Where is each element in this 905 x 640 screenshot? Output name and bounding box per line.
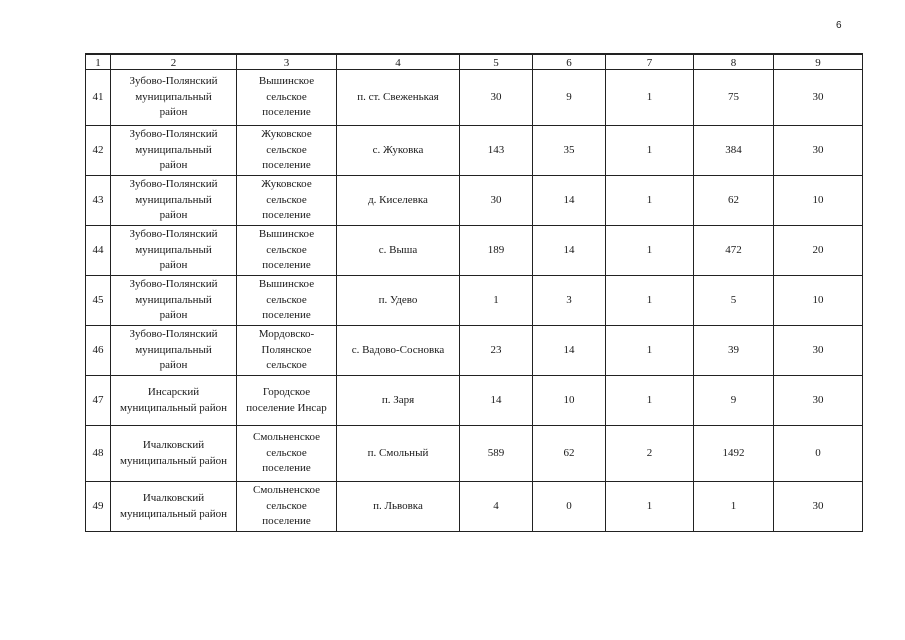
- settlement-cell-line: поселение: [262, 462, 311, 475]
- value-cell-5: 30: [460, 176, 533, 226]
- district-cell-line: Зубово-Полянский: [129, 328, 218, 341]
- settlement-cell-line: сельское: [266, 359, 307, 372]
- district-cell-line: Зубово-Полянский: [129, 228, 218, 241]
- value-cell-6: 0: [533, 482, 606, 532]
- district-cell-line: Зубово-Полянский: [129, 75, 218, 88]
- settlement-cell: [237, 376, 337, 426]
- settlement-cell-line: Вышинское: [258, 75, 315, 88]
- settlement-cell-line: поселение: [262, 309, 311, 322]
- value-cell-7: 1: [606, 176, 694, 226]
- settlement-cell: [237, 326, 337, 376]
- settlement-cell-line: сельское: [266, 499, 307, 512]
- district-cell: [111, 326, 237, 376]
- row-number-cell: 45: [86, 276, 111, 326]
- value-cell-7: 1: [606, 70, 694, 126]
- value-cell-5: 143: [460, 126, 533, 176]
- district-cell-line: муниципальный: [135, 343, 212, 356]
- settlement-cell-line: сельское: [266, 143, 307, 156]
- row-number-cell: 44: [86, 226, 111, 276]
- column-header-8: 8: [694, 54, 774, 70]
- district-cell: [111, 126, 237, 176]
- value-cell-9: 30: [774, 126, 863, 176]
- locality-cell: с. Жуковка: [337, 126, 460, 176]
- value-cell-6: 14: [533, 326, 606, 376]
- value-cell-7: 1: [606, 276, 694, 326]
- column-header-7: 7: [606, 54, 694, 70]
- value-cell-7: 1: [606, 226, 694, 276]
- value-cell-9: 30: [774, 70, 863, 126]
- value-cell-5: 589: [460, 426, 533, 482]
- value-cell-6: 14: [533, 226, 606, 276]
- settlement-cell: [237, 276, 337, 326]
- value-cell-6: 10: [533, 376, 606, 426]
- locality-cell: п. Смольный: [337, 426, 460, 482]
- district-cell-line: муниципальный: [135, 293, 212, 306]
- settlement-cell-line: сельское: [266, 243, 307, 256]
- value-cell-6: 35: [533, 126, 606, 176]
- district-cell-line: муниципальный район: [120, 507, 227, 520]
- value-cell-6: 14: [533, 176, 606, 226]
- district-cell-line: Зубово-Полянский: [129, 128, 218, 141]
- settlement-cell-line: поселение: [262, 159, 311, 172]
- row-number-cell: 41: [86, 70, 111, 126]
- value-cell-9: 30: [774, 326, 863, 376]
- page-number: 6: [836, 20, 842, 31]
- value-cell-8: 62: [694, 176, 774, 226]
- settlement-cell-line: поселение: [262, 259, 311, 272]
- value-cell-5: 189: [460, 226, 533, 276]
- value-cell-7: 1: [606, 326, 694, 376]
- column-header-1: 1: [86, 54, 111, 70]
- value-cell-8: 9: [694, 376, 774, 426]
- value-cell-7: 1: [606, 482, 694, 532]
- row-number-cell: 48: [86, 426, 111, 482]
- district-cell-line: район: [159, 159, 188, 172]
- value-cell-7: 1: [606, 376, 694, 426]
- table-row: [86, 326, 863, 376]
- district-cell-line: муниципальный: [135, 193, 212, 206]
- locality-cell: с. Вадово-Сосновка: [337, 326, 460, 376]
- district-cell-line: Инсарский: [147, 386, 200, 398]
- district-cell: [111, 226, 237, 276]
- district-cell-line: район: [159, 259, 188, 272]
- district-cell-line: район: [159, 309, 188, 322]
- settlement-cell-line: поселение: [262, 209, 311, 222]
- value-cell-6: 62: [533, 426, 606, 482]
- settlement-cell-line: Полянское: [261, 343, 312, 356]
- value-cell-6: 3: [533, 276, 606, 326]
- row-number-cell: 43: [86, 176, 111, 226]
- settlement-cell-line: Городское: [262, 386, 311, 398]
- district-cell-line: муниципальный: [135, 143, 212, 156]
- settlement-cell-line: поселение: [262, 515, 311, 528]
- value-cell-6: 9: [533, 70, 606, 126]
- district-cell: [111, 482, 237, 532]
- district-cell: [111, 176, 237, 226]
- header-row: [86, 54, 863, 70]
- settlement-cell-line: поселение Инсар: [246, 401, 327, 414]
- column-header-6: 6: [533, 54, 606, 70]
- settlement-cell: [237, 126, 337, 176]
- settlement-cell: [237, 426, 337, 482]
- district-cell: [111, 276, 237, 326]
- locality-cell: п. Заря: [337, 376, 460, 426]
- column-header-4: 4: [337, 54, 460, 70]
- value-cell-5: 14: [460, 376, 533, 426]
- settlement-cell-line: сельское: [266, 90, 307, 103]
- settlement-cell-line: Мордовско-: [258, 328, 315, 341]
- value-cell-5: 23: [460, 326, 533, 376]
- table-body: [86, 70, 863, 532]
- district-cell-line: муниципальный: [135, 243, 212, 256]
- value-cell-9: 0: [774, 426, 863, 482]
- column-header-5: 5: [460, 54, 533, 70]
- locality-cell: п. Львовка: [337, 482, 460, 532]
- row-number-cell: 46: [86, 326, 111, 376]
- district-cell-line: муниципальный район: [120, 454, 227, 467]
- settlement-cell: [237, 482, 337, 532]
- value-cell-8: 472: [694, 226, 774, 276]
- district-cell: [111, 70, 237, 126]
- value-cell-9: 20: [774, 226, 863, 276]
- settlement-cell-line: Вышинское: [258, 278, 315, 291]
- table-row: [86, 176, 863, 226]
- column-header-2: 2: [111, 54, 237, 70]
- district-cell-line: Ичалковский: [142, 492, 205, 504]
- table-row: [86, 482, 863, 532]
- district-cell-line: муниципальный: [135, 90, 212, 103]
- value-cell-7: 2: [606, 426, 694, 482]
- value-cell-5: 30: [460, 70, 533, 126]
- table-row: [86, 376, 863, 426]
- column-header-3: 3: [237, 54, 337, 70]
- locality-cell: п. ст. Свеженькая: [337, 70, 460, 126]
- table-row: [86, 126, 863, 176]
- locality-cell: с. Выша: [337, 226, 460, 276]
- district-cell: [111, 376, 237, 426]
- district-cell-line: район: [159, 359, 188, 372]
- settlement-cell: [237, 226, 337, 276]
- table-row: [86, 426, 863, 482]
- value-cell-8: 75: [694, 70, 774, 126]
- row-number-cell: 49: [86, 482, 111, 532]
- row-number-cell: 42: [86, 126, 111, 176]
- district-cell-line: район: [159, 106, 188, 119]
- value-cell-8: 1: [694, 482, 774, 532]
- district-cell-line: Ичалковский: [142, 439, 205, 451]
- value-cell-8: 1492: [694, 426, 774, 482]
- district-cell-line: Зубово-Полянский: [129, 178, 218, 191]
- district-cell-line: район: [159, 209, 188, 222]
- district-cell: [111, 426, 237, 482]
- row-number-cell: 47: [86, 376, 111, 426]
- settlement-cell-line: Жуковское: [261, 178, 312, 191]
- value-cell-7: 1: [606, 126, 694, 176]
- value-cell-9: 30: [774, 482, 863, 532]
- settlement-cell-line: сельское: [266, 193, 307, 206]
- settlement-cell: [237, 70, 337, 126]
- settlement-cell: [237, 176, 337, 226]
- settlement-cell-line: Смольненское: [253, 484, 320, 497]
- district-cell-line: муниципальный район: [120, 401, 227, 414]
- value-cell-9: 10: [774, 176, 863, 226]
- settlement-cell-line: сельское: [266, 446, 307, 459]
- value-cell-9: 10: [774, 276, 863, 326]
- value-cell-5: 1: [460, 276, 533, 326]
- data-table: [85, 53, 863, 532]
- settlement-cell-line: сельское: [266, 293, 307, 306]
- value-cell-8: 39: [694, 326, 774, 376]
- district-cell-line: Зубово-Полянский: [129, 278, 218, 291]
- column-header-9: 9: [774, 54, 863, 70]
- settlement-cell-line: Вышинское: [258, 228, 315, 241]
- value-cell-5: 4: [460, 482, 533, 532]
- value-cell-9: 30: [774, 376, 863, 426]
- locality-cell: д. Киселевка: [337, 176, 460, 226]
- locality-cell: п. Удево: [337, 276, 460, 326]
- settlement-cell-line: Смольненское: [253, 431, 320, 444]
- table-row: [86, 70, 863, 126]
- value-cell-8: 5: [694, 276, 774, 326]
- table-row: [86, 276, 863, 326]
- settlement-cell-line: Жуковское: [261, 128, 312, 141]
- settlement-cell-line: поселение: [262, 106, 311, 119]
- table-row: [86, 226, 863, 276]
- value-cell-8: 384: [694, 126, 774, 176]
